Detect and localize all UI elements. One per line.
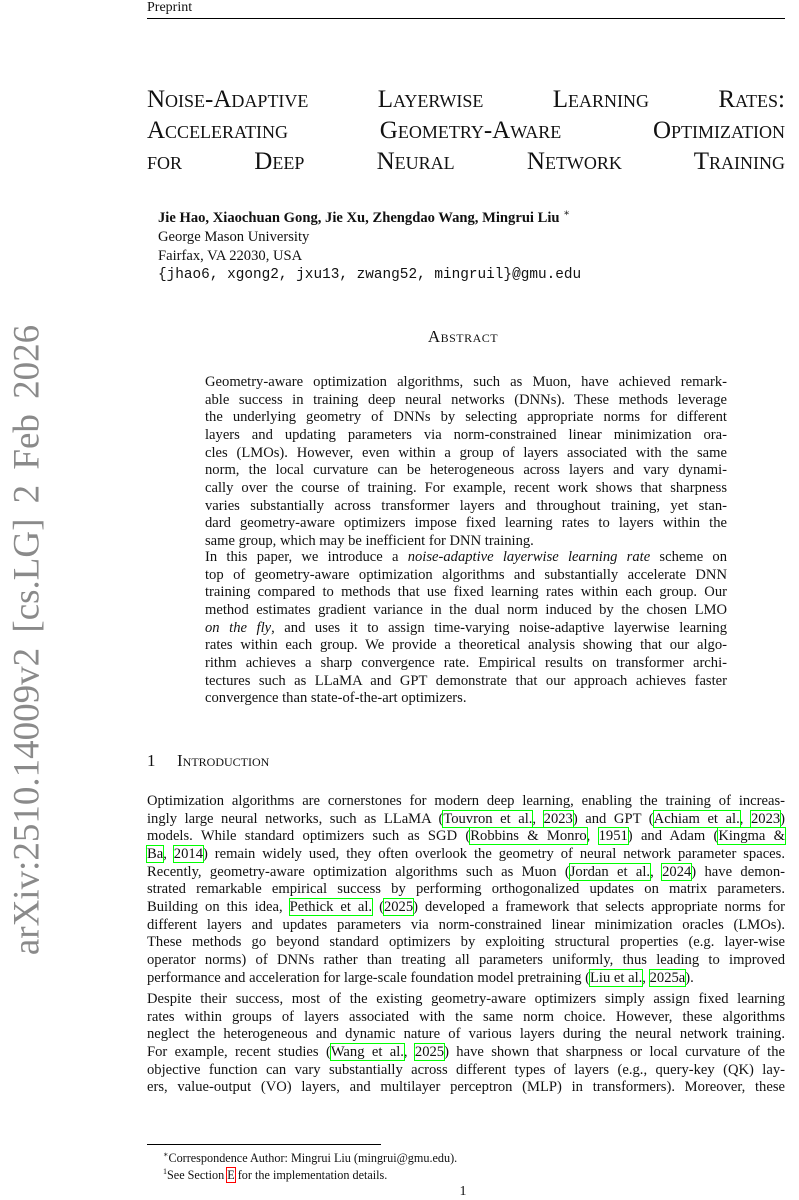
footnote-correspondence xyxy=(163,1150,457,1166)
text-line xyxy=(147,864,785,882)
text-line xyxy=(205,637,727,655)
text-run: operator norms) of DNNs rather than treating all parameters uniformly, thus leading to improved xyxy=(147,951,785,968)
text-run: Noise-Adaptive Layerwise Learning Rates: xyxy=(147,86,785,113)
text-run: norm, the local curvature can be heterogeneous across layers and vary dynami- xyxy=(205,462,727,479)
citation-link[interactable]: Pethick et al. xyxy=(289,898,373,915)
page-number: 1 xyxy=(459,1184,467,1199)
text-run: objective function can vary substantially across different types of layers (e.g., query-key (QK) lay- xyxy=(147,1061,785,1078)
text-run: , xyxy=(642,969,650,986)
citation-link[interactable]: Ba xyxy=(147,845,164,862)
text-line xyxy=(205,445,727,463)
paper-title xyxy=(147,84,785,177)
text-line xyxy=(205,549,727,567)
affiliation: George Mason University xyxy=(158,228,310,245)
text-run: ers, value-output (VO) layers, and multilayer perceptron (MLP) in transformers). Moreover, these xyxy=(147,1079,785,1096)
text-line xyxy=(147,1044,785,1062)
text-run: able success in training deep neural networks (DNNs). These methods leverage xyxy=(205,391,727,408)
text-run: convergence than state-of-the-art optimizers. xyxy=(205,690,467,707)
text-line xyxy=(205,480,727,498)
text-run: ) remain widely used, they often overlook the geometry of neural network parameter spaces. xyxy=(202,845,785,862)
text-run: Despite their success, most of the existing geometry-aware optimizers simply assign fixed learning xyxy=(147,991,785,1007)
text-run: , xyxy=(739,810,751,827)
text-run: rates within groups of layers associated with the same norm choice. However, these algorithms xyxy=(147,1008,785,1025)
footnote-text: See Section xyxy=(167,1168,228,1183)
section-title: Introduction xyxy=(177,751,270,770)
header-rule xyxy=(147,18,785,19)
text-line xyxy=(147,146,785,177)
text-line xyxy=(205,673,727,691)
text-line xyxy=(205,427,727,445)
text-run: , xyxy=(532,810,544,827)
citation-link[interactable]: Achiam et al. xyxy=(653,810,740,827)
text-run: tectures such as LLaMA and GPT demonstrate that our approach achieves faster xyxy=(205,672,727,689)
text-run: ) and Adam ( xyxy=(627,828,719,845)
text-run: For example, recent studies ( xyxy=(147,1043,331,1060)
footnote-mark: ∗ xyxy=(163,1150,169,1159)
text-line xyxy=(147,970,785,988)
citation-link[interactable]: 2025 xyxy=(414,1043,445,1060)
text-line xyxy=(147,811,785,829)
text-line xyxy=(205,567,727,585)
running-header: Preprint xyxy=(147,0,193,15)
citation-link[interactable]: 2025 xyxy=(383,898,414,915)
intro-paragraph xyxy=(147,793,785,987)
text-line xyxy=(147,828,785,846)
citation-link[interactable]: Liu et al. xyxy=(590,969,643,986)
text-line xyxy=(205,498,727,516)
citation-link[interactable]: 2014 xyxy=(173,845,203,862)
text-line xyxy=(147,1062,785,1080)
correspondence-mark[interactable]: ∗ xyxy=(563,208,570,219)
text-line xyxy=(147,934,785,952)
text-run: , xyxy=(163,845,174,862)
text-run: These methods go beyond standard optimizers by exploiting structural properties (e.g. layer-wise xyxy=(147,934,785,951)
text-line xyxy=(147,1079,785,1097)
footnote-text: Correspondence Author: Mingrui Liu (mingrui@gmu.edu). xyxy=(168,1151,458,1166)
text-run: rithm achieves a sharp convergence rate. Empirical results on transformer archi- xyxy=(205,654,727,671)
footnote-rule xyxy=(147,1144,381,1145)
text-run: ) developed a framework that selects appropriate norms for xyxy=(413,898,785,915)
text-run: ) and GPT ( xyxy=(572,810,654,827)
text-line xyxy=(147,991,785,1009)
abstract-heading: Abstract xyxy=(427,327,499,346)
text-run: training compared to methods that use fixed learning rates within each group. Our xyxy=(205,584,727,601)
text-run: neglect the heterogeneous and dynamic nature of various layers during the neural network training. xyxy=(147,1026,785,1043)
citation-link[interactable]: Jordan et al. xyxy=(569,863,651,880)
text-line xyxy=(205,690,727,708)
citation-link[interactable]: 2023 xyxy=(750,810,781,827)
text-run: dard geometry-aware optimizers impose fixed learning rates to layers within the xyxy=(205,515,727,532)
author-names: Jie Hao, Xiaochuan Gong, Jie Xu, Zhengdao Wang, Mingrui Liu xyxy=(158,209,560,226)
text-line xyxy=(147,952,785,970)
text-run: models. While standard optimizers such as SGD ( xyxy=(147,828,471,845)
abstract-paragraph xyxy=(205,374,727,551)
emphasis-text: noise-adaptive layerwise learning rate xyxy=(407,549,651,565)
text-run: , xyxy=(650,863,663,880)
text-run: ingly large neural networks, such as LLaMA ( xyxy=(147,810,444,827)
section-e-link[interactable]: E xyxy=(227,1168,235,1183)
text-run: for Deep Neural Network Training xyxy=(147,148,785,175)
text-run: the underlying geometry of DNNs by selecting appropriate norms for different xyxy=(205,409,727,426)
text-line xyxy=(147,115,785,146)
text-run: varies substantially across transformer layers and throughout training, yet stan- xyxy=(205,497,727,514)
text-line xyxy=(147,793,785,811)
section-heading-introduction xyxy=(147,751,269,771)
text-run: ) xyxy=(780,810,786,827)
text-line xyxy=(205,655,727,673)
text-line xyxy=(147,1009,785,1027)
citation-link[interactable]: Wang et al. xyxy=(330,1043,404,1060)
text-run: ( xyxy=(372,898,384,915)
arxiv-stamp: arXiv:2510.14009v2 [cs.LG] 2 Feb 2026 xyxy=(6,324,48,956)
text-run: performance and acceleration for large-scale foundation model pretraining ( xyxy=(147,969,591,986)
author-emails: {jhao6, xgong2, jxu13, zwang52, mingruil}@gmu.edu xyxy=(158,266,582,283)
text-run: Geometry-aware optimization algorithms, such as Muon, have achieved remark- xyxy=(205,374,727,390)
text-run: cally over the course of training. For example, recent work shows that sharpness xyxy=(205,479,727,496)
text-line xyxy=(205,392,727,410)
citation-link[interactable]: 2025a xyxy=(649,969,686,986)
footnote-text: for the implementation details. xyxy=(234,1168,388,1183)
text-run: ) have shown that sharpness or local curvature of the xyxy=(444,1043,785,1060)
text-line xyxy=(147,84,785,115)
abstract-paragraph xyxy=(205,549,727,708)
text-run: cles (LMOs). However, even within a group of layers associated with the same xyxy=(205,444,727,461)
text-line xyxy=(147,899,785,917)
text-line xyxy=(205,533,727,551)
footnote-implementation xyxy=(163,1167,387,1183)
address: Fairfax, VA 22030, USA xyxy=(158,247,303,264)
text-run: rates within each group. We provide a theoretical analysis showing that our algo- xyxy=(205,637,727,654)
text-run: layers and updating parameters via norm-constrained linear minimization ora- xyxy=(205,426,727,443)
intro-paragraph xyxy=(147,991,785,1097)
text-line xyxy=(205,409,727,427)
text-run: strated remarkable empirical success by performing orthogonalized updates on matrix parameters. xyxy=(147,881,785,898)
text-run: ) have demon- xyxy=(691,863,785,880)
text-line xyxy=(147,881,785,899)
section-number: 1 xyxy=(147,751,156,770)
text-line xyxy=(147,917,785,935)
citation-link[interactable]: Kingma & xyxy=(718,828,785,845)
text-line xyxy=(147,1026,785,1044)
text-line xyxy=(205,462,727,480)
text-run: scheme on xyxy=(650,549,727,565)
text-run: top of geometry-aware optimization algorithms and substantially accelerate DNN xyxy=(205,566,727,583)
citation-link[interactable]: 1951 xyxy=(598,828,628,845)
text-run: In this paper, we introduce a xyxy=(205,549,408,565)
text-line xyxy=(205,515,727,533)
text-line xyxy=(205,602,727,620)
citation-link[interactable]: Touvron et al. xyxy=(443,810,533,827)
text-run: different layers and updates parameters via norm-constrained linear minimization oracles (LMOs). xyxy=(147,916,785,933)
text-run: ). xyxy=(685,969,694,986)
text-run: Optimization algorithms are cornerstones for modern deep learning, enabling the training of increas- xyxy=(147,793,785,809)
text-run: method estimates gradient variance in the dual norm induced by the chosen LMO xyxy=(205,601,727,618)
text-run: , xyxy=(403,1043,415,1060)
text-run: Recently, geometry-aware optimization algorithms such as Muon ( xyxy=(147,863,570,880)
author-block xyxy=(158,204,581,285)
text-run: same group, which may be inefficient for DNN training. xyxy=(205,532,534,549)
footnote-mark: 1 xyxy=(163,1167,167,1176)
text-line xyxy=(205,374,727,392)
citation-link[interactable]: 2024 xyxy=(662,863,692,880)
text-line xyxy=(205,620,727,638)
emphasis-text: on the fly xyxy=(205,619,272,636)
text-line xyxy=(147,846,785,864)
citation-link[interactable]: Robbins & Monro xyxy=(470,828,587,845)
text-run: Building on this idea, xyxy=(147,898,290,915)
text-line xyxy=(205,584,727,602)
text-run: , xyxy=(586,828,599,845)
text-run: Accelerating Geometry-Aware Optimization xyxy=(147,117,785,144)
text-run: , and uses it to assign time-varying noise-adaptive layerwise learning xyxy=(271,619,728,636)
citation-link[interactable]: 2023 xyxy=(543,810,573,827)
